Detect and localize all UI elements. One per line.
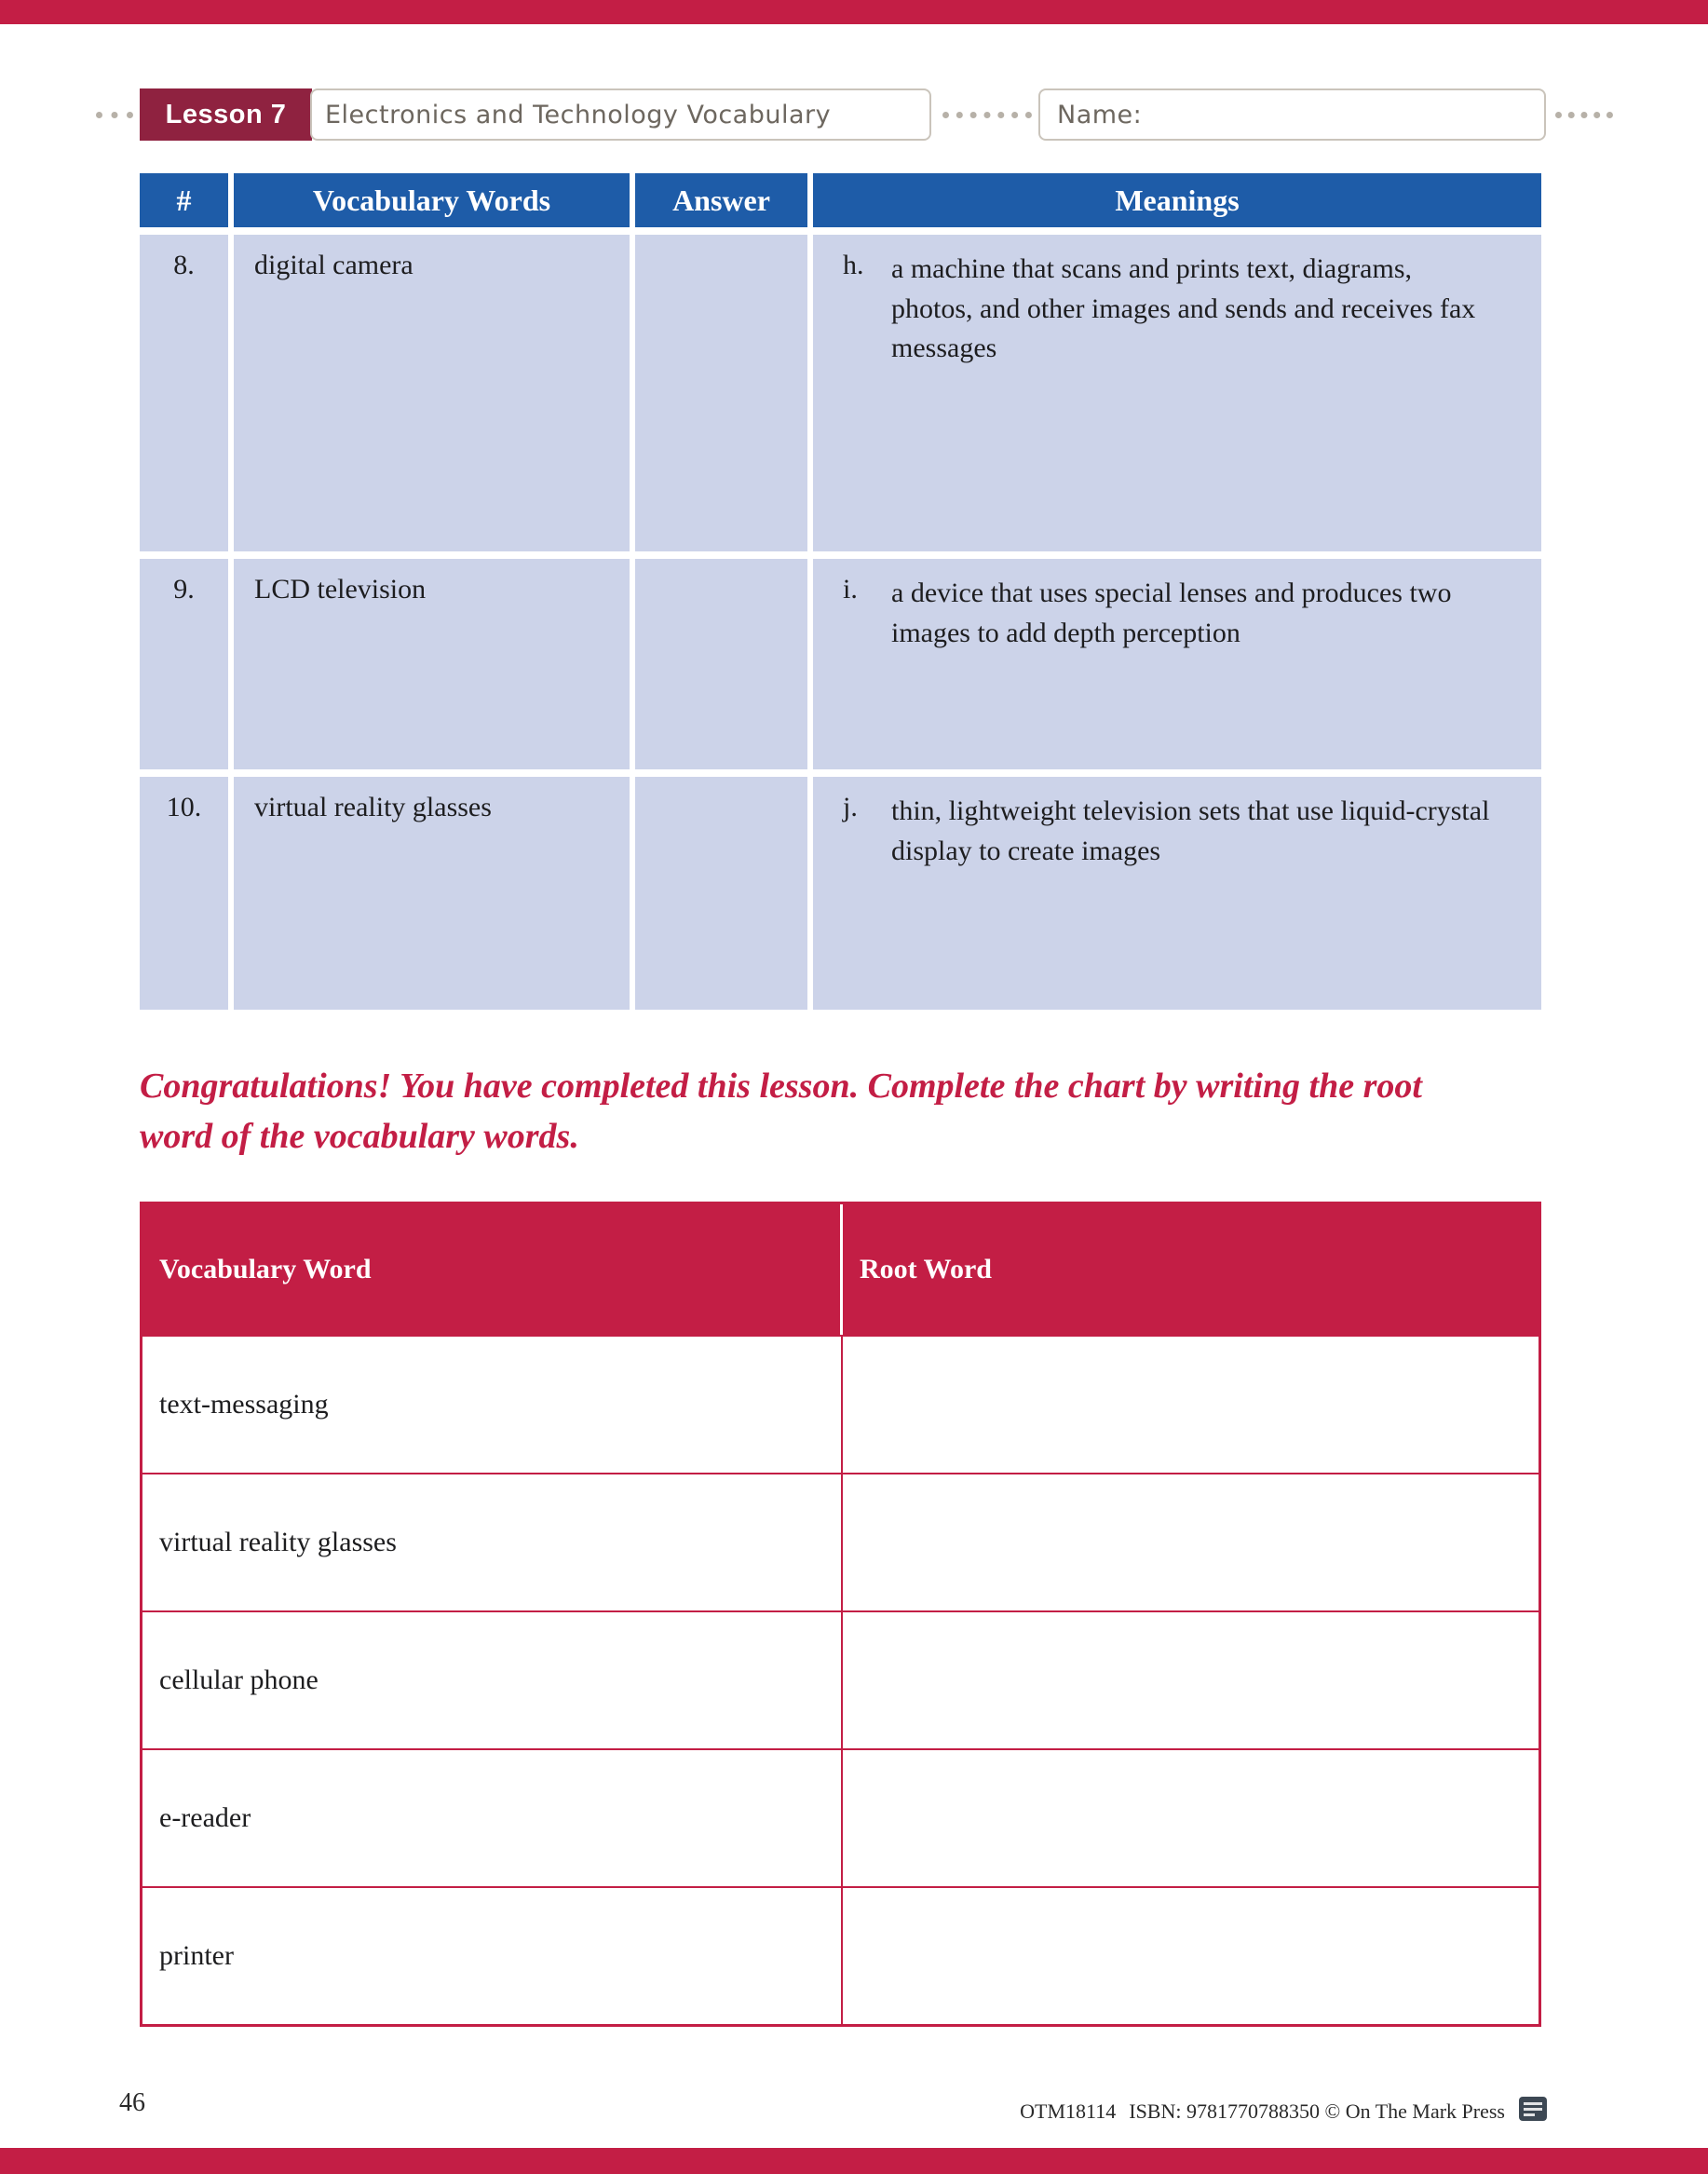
col-root-word-header: Root Word [843,1204,1539,1335]
meaning-cell [813,559,1541,769]
answer-cell[interactable] [635,777,807,1010]
congrats-message: Congratulations! You have completed this lesson. Complete the chart by writing the root word of the vocabulary words. [140,1067,1422,1156]
col-words-header: Vocabulary Words [234,173,630,227]
footer-isbn: ISBN: 9781770788350 © On The Mark Press [1129,2099,1505,2123]
vocabulary-word-cell: cellular phone [142,1610,843,1748]
root-word-cell[interactable] [843,1748,1539,1886]
col-vocabulary-word-header: Vocabulary Word [142,1204,843,1335]
meaning-text: a device that uses special lenses and produces two images to add depth perception [891,577,1452,648]
lesson-title-box [310,88,931,141]
root-word-cell[interactable] [843,1335,1539,1473]
vocabulary-word-cell: virtual reality glasses [142,1473,843,1610]
row-number: 9. [140,559,228,769]
root-word-cell[interactable] [843,1886,1539,2024]
row-number: 10. [140,777,228,1010]
row-number: 8. [140,235,228,551]
root-word-table [140,1202,1541,2027]
meaning-cell [813,777,1541,1010]
dotted-line-middle [942,112,1032,118]
meaning-cell [813,235,1541,551]
meaning-text: a machine that scans and prints text, diagrams, photos, and other images and sends and receives fax messages [891,253,1476,364]
footer-credit [1020,2096,1548,2127]
vocabulary-word: virtual reality glasses [234,777,630,1010]
vocabulary-word: digital camera [234,235,630,551]
answer-cell[interactable] [635,235,807,551]
root-word-cell[interactable] [843,1610,1539,1748]
col-meanings-header: Meanings [813,173,1541,227]
answer-cell[interactable] [635,559,807,769]
meaning-text: thin, lightweight television sets that use liquid-crystal display to create images [891,795,1490,866]
lesson-title-text: Electronics and Technology Vocabulary [325,100,832,129]
dotted-line-right [1555,112,1613,118]
meaning-letter: j. [843,792,858,822]
vocabulary-word-cell: e-reader [142,1748,843,1886]
col-answer-header: Answer [635,173,807,227]
lesson-badge-label: Lesson 7 [165,99,287,129]
dotted-line-left [96,112,133,118]
vocabulary-word-cell: text-messaging [142,1335,843,1473]
footer-code: OTM18114 [1020,2099,1117,2123]
lesson-badge [140,88,312,141]
vocabulary-word: LCD television [234,559,630,769]
page-number: 46 [119,2088,145,2117]
col-number-header: # [140,173,228,227]
meaning-letter: h. [843,250,864,280]
vocab-matching-table [140,173,1541,1010]
bottom-red-bar [0,2148,1708,2174]
name-label: Name: [1057,100,1143,129]
root-word-cell[interactable] [843,1473,1539,1610]
name-field[interactable] [1038,88,1546,141]
meaning-letter: i. [843,574,858,605]
publisher-logo-icon [1518,2096,1548,2127]
vocabulary-word-cell: printer [142,1886,843,2024]
top-red-bar [0,0,1708,24]
